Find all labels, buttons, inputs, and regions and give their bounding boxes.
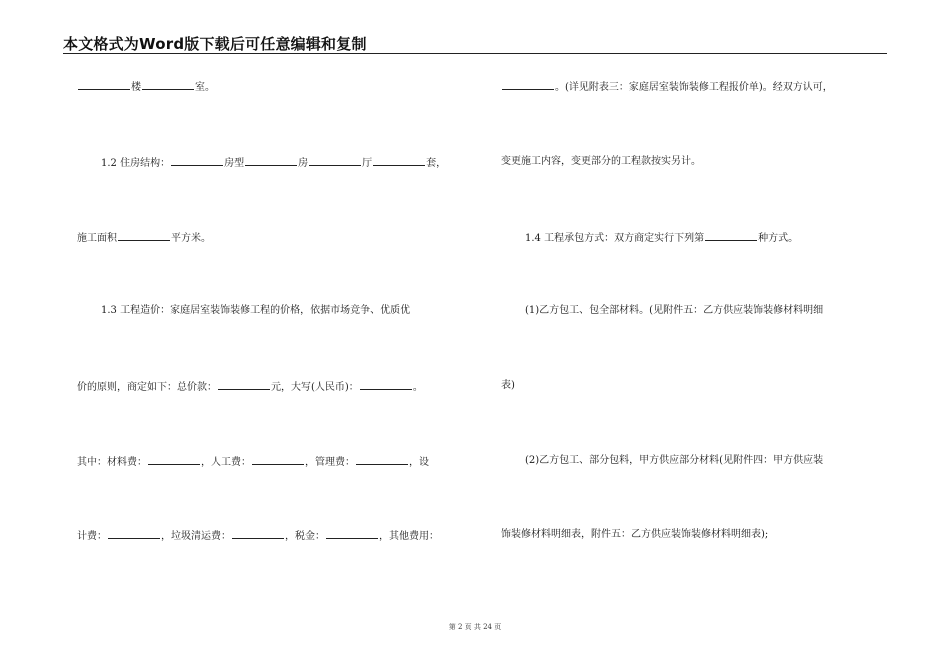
text-segment: ，管理费： [305,457,355,468]
right-line-4 [525,304,823,318]
left-line-7 [77,528,439,544]
right-line-6 [525,454,823,468]
right-line-3 [525,230,798,246]
fill-blank[interactable] [118,230,170,241]
text-segment: 1.2 住房结构： [101,158,171,169]
fill-blank[interactable] [252,454,304,465]
fill-blank[interactable] [148,454,200,465]
right-line-2 [501,155,701,169]
left-line-4 [101,304,410,318]
right-line-1 [501,79,833,95]
text-segment: 室。 [195,82,215,93]
text-segment: 平方米。 [171,233,211,244]
left-line-2 [101,155,446,171]
text-segment: 厅 [362,158,373,169]
text-segment: 种方式。 [758,233,799,244]
fill-blank[interactable] [373,155,425,166]
left-line-5 [77,379,423,395]
text-segment: 表) [501,380,515,391]
text-segment: ，设 [409,457,429,468]
fill-blank[interactable] [218,379,270,390]
text-segment: 元，大写(人民币)： [271,382,359,393]
text-segment: ，人工费： [201,457,251,468]
text-segment: 房型 [224,158,245,169]
text-segment: ，税金： [285,531,325,542]
text-segment: 1.3 工程造价：家庭居室装饰装修工程的价格，依据市场竞争、优质优 [101,305,411,316]
right-line-5 [501,379,515,393]
left-line-1 [77,79,215,95]
text-segment: 套， [426,158,447,169]
fill-blank[interactable] [502,79,554,90]
fill-blank[interactable] [360,379,412,390]
fill-blank[interactable] [705,230,757,241]
text-segment: 施工面积 [77,233,117,244]
left-line-3 [77,230,211,246]
text-segment: ，其他费用： [379,531,439,542]
fill-blank[interactable] [108,528,160,539]
text-segment: 。(详见附表三：家庭居室装饰装修工程报价单)。经双方认可， [555,82,833,93]
text-segment: 价的原则，商定如下：总价款： [77,382,217,393]
text-segment: 楼 [131,82,141,93]
text-segment: ，垃圾清运费： [161,531,231,542]
fill-blank[interactable] [78,79,130,90]
text-segment: 1.4 工程承包方式：双方商定实行下列第 [525,233,705,244]
text-segment: 变更施工内容，变更部分的工程款按实另计。 [501,156,701,167]
text-segment: 饰装修材料明细表，附件五：乙方供应装饰装修材料明细表); [501,529,769,540]
text-segment: 。 [412,382,423,393]
text-segment: 计费： [77,531,107,542]
text-segment: 房 [298,158,309,169]
fill-blank[interactable] [232,528,284,539]
right-line-7 [501,528,768,542]
page-number: 第 2 页 共 24 页 [448,623,502,631]
fill-blank[interactable] [245,155,297,166]
fill-blank[interactable] [309,155,361,166]
fill-blank[interactable] [326,528,378,539]
header-divider [63,53,887,54]
document-header-title: 本文格式为Word版下载后可任意编辑和复制 [63,35,367,53]
fill-blank[interactable] [142,79,194,90]
fill-blank[interactable] [171,155,223,166]
fill-blank[interactable] [356,454,408,465]
text-segment: (1)乙方包工、包全部材料。(见附件五：乙方供应装饰装修材料明细 [525,305,824,316]
text-segment: 其中：材料费： [77,457,147,468]
text-segment: (2)乙方包工、部分包料，甲方供应部分材料(见附件四：甲方供应装 [525,455,824,466]
left-line-6 [77,454,429,470]
